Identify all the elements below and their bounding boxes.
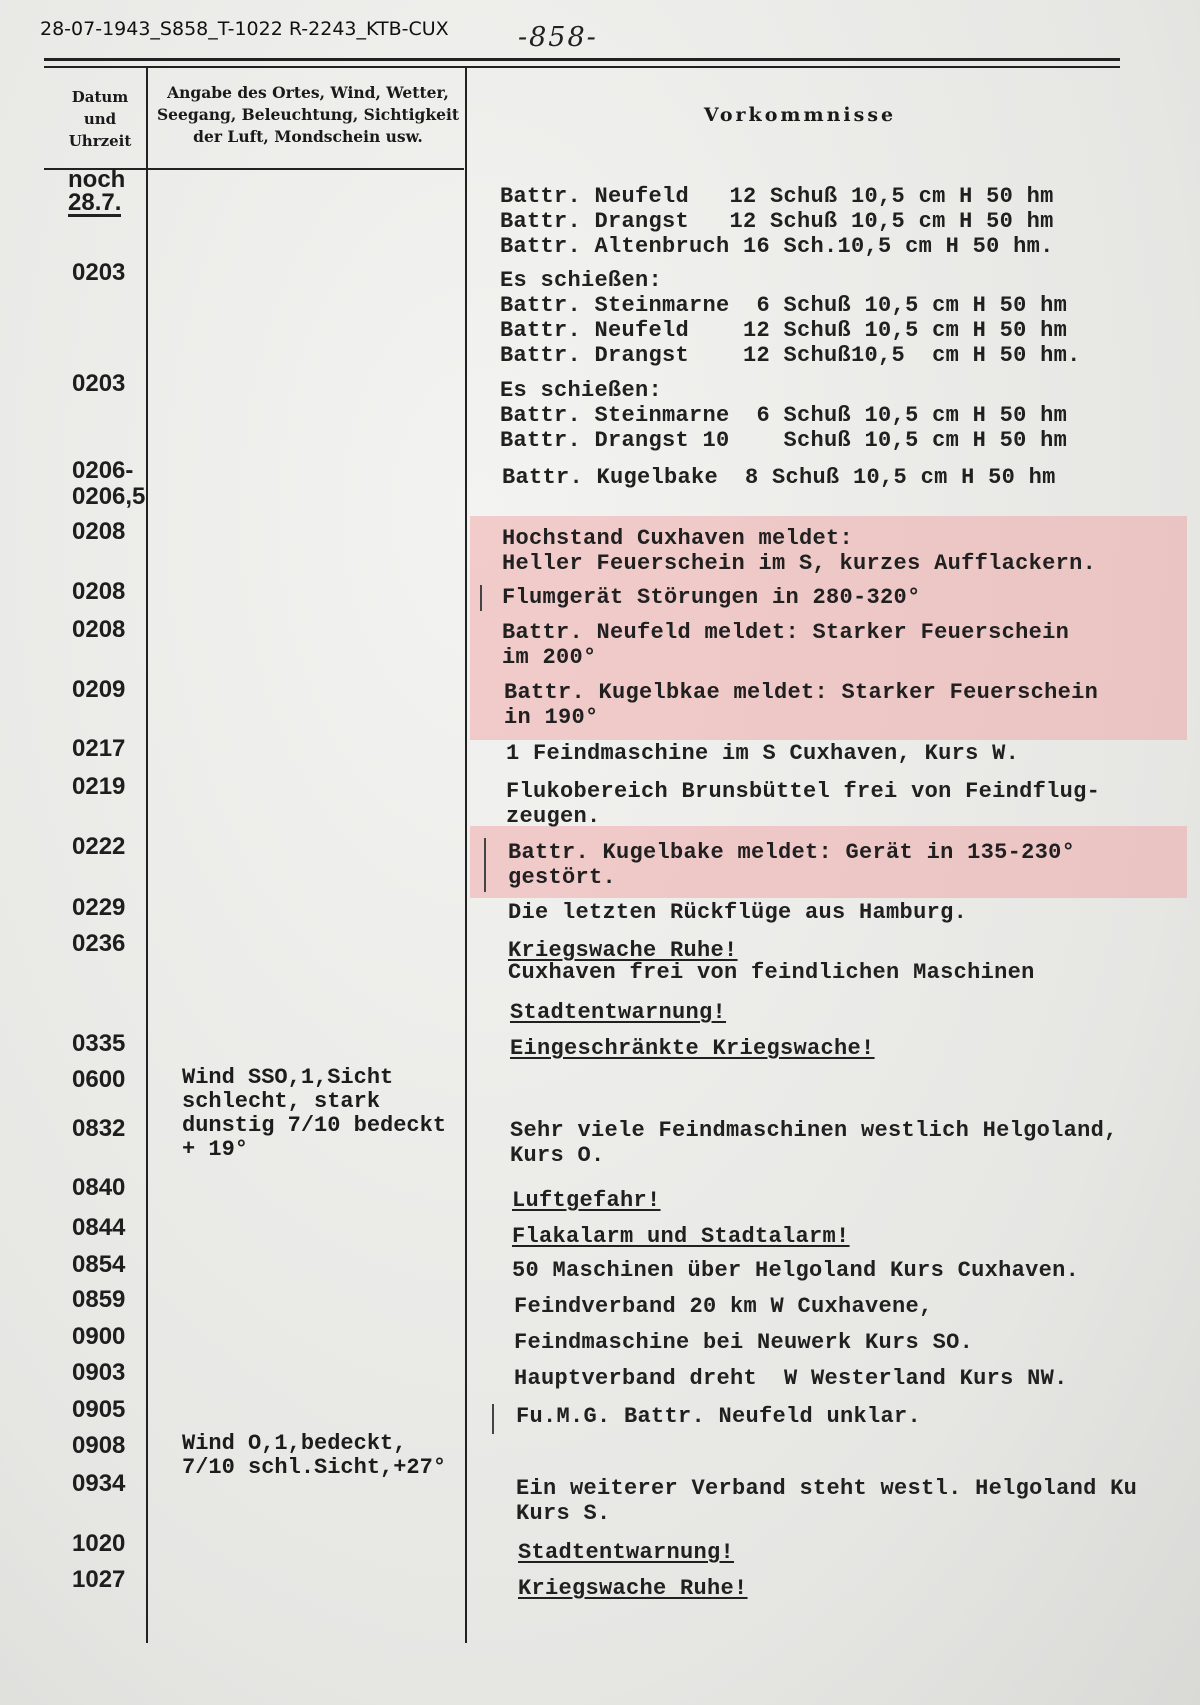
time-entry: 1027 [72, 1566, 126, 1593]
event-entry: 1 Feindmaschine im S Cuxhaven, Kurs W. [506, 741, 1020, 766]
event-entry: Feindmaschine bei Neuwerk Kurs SO. [514, 1330, 974, 1355]
event-status-underlined: Stadtentwarnung! [510, 1000, 727, 1025]
document-label: 28-07-1943_S858_T-1022 R-2243_KTB-CUX [40, 18, 449, 40]
continuation-noch: noch [68, 166, 126, 193]
time-entry: 0209 [72, 676, 126, 703]
page-number: -858- [518, 22, 598, 53]
event-entry: Battr. Neufeld 12 Schuß 10,5 cm H 50 hm Battr. Drangst 12 Schuß 10,5 cm H 50 hm Battr. Altenbruch 16 Sch.10,5 cm H 50 hm. [500, 184, 1054, 259]
time-entry: 0206,5 [72, 483, 146, 510]
time-entry: 0222 [72, 833, 126, 860]
time-entry: 0208 [72, 578, 126, 605]
event-status-underlined: Kriegswache Ruhe! [508, 938, 738, 963]
time-entry: 0206- [72, 457, 134, 484]
event-entry: Battr. Kugelbake meldet: Gerät in 135-230° gestört. [508, 840, 1076, 890]
header-date-line-3: Uhrzeit [68, 132, 132, 150]
event-entry: Es schießen: Battr. Steinmarne 6 Schuß 10,5 cm H 50 hm Battr. Neufeld 12 Schuß 10,5 cm H 50 hm Battr. Drangst 12 Schuß10,5 cm H 50 hm. [500, 268, 1081, 368]
time-entry: 0335 [72, 1030, 126, 1057]
continuation-marker [68, 168, 125, 217]
event-entry: Sehr viele Feindmaschinen westlich Helgoland, Kurs O. [510, 1118, 1118, 1168]
event-entry: Battr. Neufeld meldet: Starker Feuerschein im 200° [502, 620, 1070, 670]
time-entry: 0208 [72, 616, 126, 643]
time-entry: 0840 [72, 1174, 126, 1201]
time-entry: 0203 [72, 259, 126, 286]
header-place [150, 82, 466, 148]
time-entry: 0217 [72, 735, 126, 762]
event-entry: Flukobereich Brunsbüttel frei von Feindflug- zeugen. [506, 779, 1101, 829]
event-entry: Fu.M.G. Battr. Neufeld unklar. [516, 1404, 922, 1429]
time-entry: 0600 [72, 1066, 126, 1093]
time-entry: 0934 [72, 1470, 126, 1497]
header-date-line-2: und [83, 110, 117, 128]
place-weather-note: Wind O,1,bedeckt, 7/10 schl.Sicht,+27° [182, 1431, 447, 1480]
event-entry: Ein weiterer Verband steht westl. Helgoland Ku Kurs S. [516, 1476, 1138, 1526]
time-entry: 1020 [72, 1530, 126, 1557]
event-status-underlined: Kriegswache Ruhe! [518, 1576, 748, 1601]
time-entry: 0203 [72, 370, 126, 397]
margin-tick [484, 838, 486, 892]
event-entry: Die letzten Rückflüge aus Hamburg. [508, 900, 968, 925]
top-rule-thick [44, 58, 1120, 61]
time-entry: 0844 [72, 1214, 126, 1241]
time-entry: 0859 [72, 1286, 126, 1313]
header-date-time [50, 86, 150, 152]
column-divider-1 [146, 68, 148, 1643]
event-status-underlined: Luftgefahr! [512, 1188, 661, 1213]
time-entry: 0236 [72, 930, 126, 957]
event-entry: Cuxhaven frei von feindlichen Maschinen [508, 960, 1035, 985]
time-entry: 0905 [72, 1396, 126, 1423]
event-status-underlined: Flakalarm und Stadtalarm! [512, 1224, 850, 1249]
column-divider-2 [465, 68, 467, 1643]
event-entry: Hochstand Cuxhaven meldet: Heller Feuerschein im S, kurzes Aufflackern. [502, 526, 1097, 576]
place-weather-note: Wind SSO,1,Sicht schlecht, stark dunstig 7/10 bedeckt + 19° [182, 1065, 447, 1162]
time-entry: 0832 [72, 1115, 126, 1142]
time-entry: 0903 [72, 1359, 126, 1386]
header-date-line-1: Datum [71, 88, 129, 106]
event-status-underlined: Stadtentwarnung! [518, 1540, 735, 1565]
top-rule-thin [44, 66, 1120, 68]
time-entry: 0854 [72, 1251, 126, 1278]
time-entry: 0208 [72, 518, 126, 545]
time-entry: 0219 [72, 773, 126, 800]
margin-tick [480, 585, 482, 611]
continuation-date: 28.7. [68, 189, 122, 216]
margin-tick [492, 1404, 494, 1434]
event-entry: Flumgerät Störungen in 280-320° [502, 585, 921, 610]
header-place-line-2: Seegang, Beleuchtung, Sichtigkeit [156, 105, 460, 124]
event-entry: Battr. Kugelbake 8 Schuß 10,5 cm H 50 hm [502, 465, 1056, 490]
time-entry: 0229 [72, 894, 126, 921]
event-entry: 50 Maschinen über Helgoland Kurs Cuxhaven. [512, 1258, 1080, 1283]
time-entry: 0900 [72, 1323, 126, 1350]
event-entry: Hauptverband dreht W Westerland Kurs NW. [514, 1366, 1068, 1391]
header-place-line-3: der Luft, Mondschein usw. [193, 127, 423, 146]
header-place-line-1: Angabe des Ortes, Wind, Wetter, [167, 83, 449, 102]
event-status-underlined: Eingeschränkte Kriegswache! [510, 1036, 875, 1061]
time-entry: 0908 [72, 1432, 126, 1459]
event-entry: Es schießen: Battr. Steinmarne 6 Schuß 10,5 cm H 50 hm Battr. Drangst 10 Schuß 10,5 cm H 50 hm [500, 378, 1068, 453]
event-entry: Battr. Kugelbkae meldet: Starker Feuerschein in 190° [504, 680, 1099, 730]
header-events: Vorkommnisse [703, 104, 897, 126]
event-entry: Feindverband 20 km W Cuxhavene, [514, 1294, 933, 1319]
